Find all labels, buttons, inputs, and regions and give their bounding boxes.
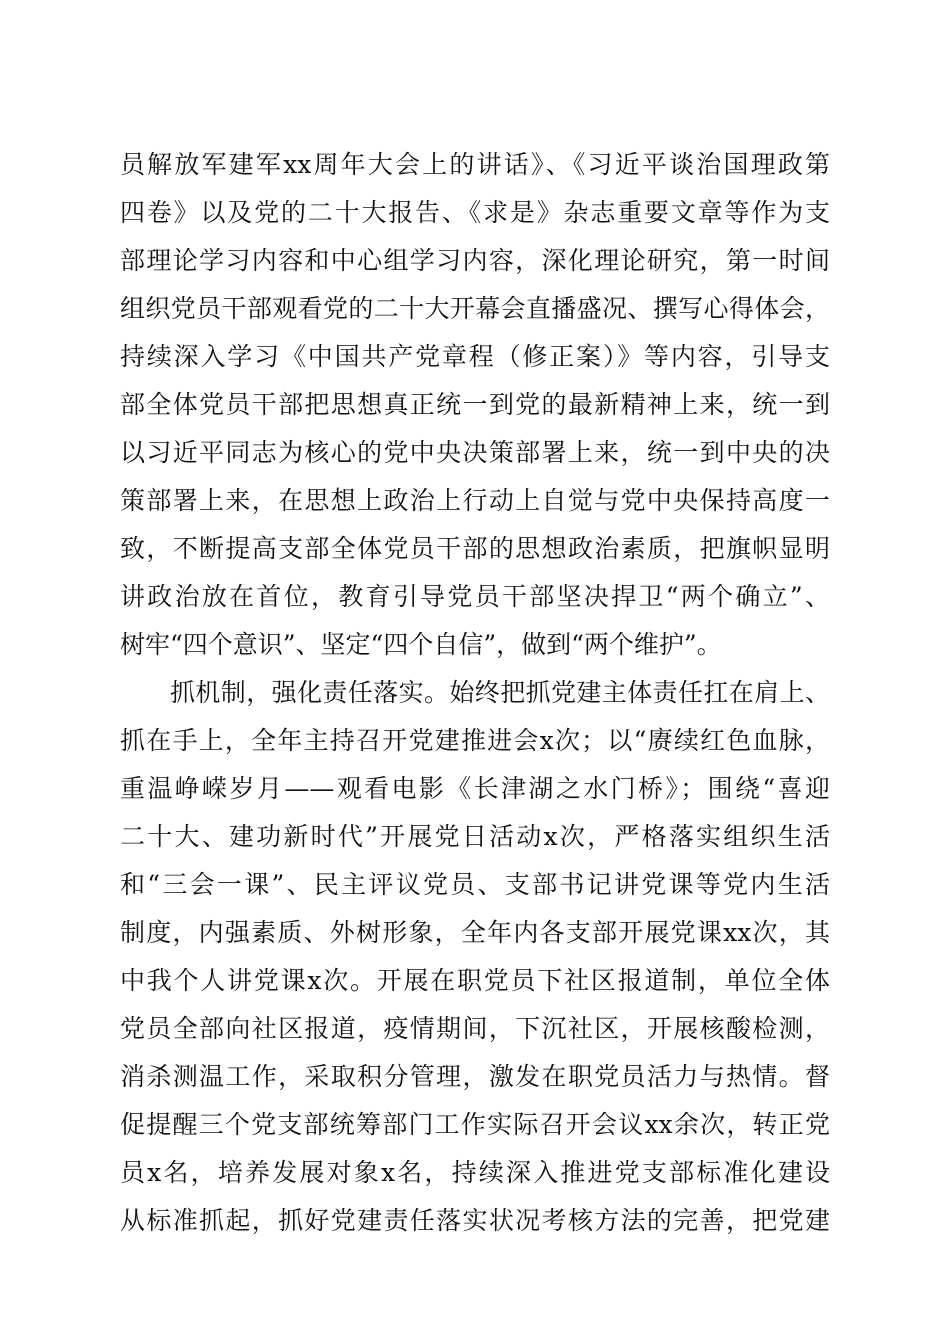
paragraph-1-line-2: 四卷》以及党的二十大报告、《求是》杂志重要文章等作为支 xyxy=(120,198,830,227)
paragraph-1-line-10: 讲政治放在首位，教育引导党员干部坚决捍卫“两个确立”、 xyxy=(120,582,830,611)
paragraph-2-line-6: 制度，内强素质、外树形象，全年内各支部开展党课xx次，其 xyxy=(120,918,830,947)
paragraph-2-line-10: 促提醒三个党支部统筹部门工作实际召开会议xx余次，转正党 xyxy=(120,1110,830,1139)
paragraph-2-line-5: 和“三会一课”、民主评议党员、支部书记讲党课等党内生活 xyxy=(120,870,830,899)
document-body xyxy=(120,141,830,1245)
paragraph-2-line-11: 员x名，培养发展对象x名，持续深入推进党支部标准化建设 xyxy=(120,1158,830,1187)
paragraph-1-line-5: 持续深入学习《中国共产党章程（修正案）》等内容，引导支 xyxy=(120,342,830,371)
paragraph-1-line-1: 员解放军建军xx周年大会上的讲话》、《习近平谈治国理政第 xyxy=(120,150,830,179)
paragraph-2-line-3: 重温峥嵘岁月——观看电影《长津湖之水门桥》；围绕“喜迎 xyxy=(120,774,830,803)
paragraph-2-line-9: 消杀测温工作，采取积分管理，激发在职党员活力与热情。督 xyxy=(120,1062,830,1091)
paragraph-1-line-4: 组织党员干部观看党的二十大开幕会直播盛况、撰写心得体会， xyxy=(120,294,830,323)
paragraph-1-line-3: 部理论学习内容和中心组学习内容，深化理论研究，第一时间 xyxy=(120,246,830,275)
paragraph-2-line-7: 中我个人讲党课x次。开展在职党员下社区报道制，单位全体 xyxy=(120,966,830,995)
paragraph-2-line-2: 抓在手上，全年主持召开党建推进会x次；以“赓续红色血脉， xyxy=(120,726,830,755)
paragraph-1-line-8: 策部署上来，在思想上政治上行动上自觉与党中央保持高度一 xyxy=(120,486,830,515)
paragraph-1-line-6: 部全体党员干部把思想真正统一到党的最新精神上来，统一到 xyxy=(120,390,830,419)
paragraph-1-line-11: 树牢“四个意识”、坚定“四个自信”，做到“两个维护”。 xyxy=(120,630,722,659)
paragraph-2-line-1: 抓机制，强化责任落实。始终把抓党建主体责任扛在肩上、 xyxy=(170,678,830,707)
paragraph-2-line-8: 党员全部向社区报道，疫情期间，下沉社区，开展核酸检测， xyxy=(120,1014,830,1043)
paragraph-2-line-4: 二十大、建功新时代”开展党日活动x次，严格落实组织生活 xyxy=(120,822,830,851)
paragraph-1-line-7: 以习近平同志为核心的党中央决策部署上来，统一到中央的决 xyxy=(120,438,830,467)
paragraph-2-line-12: 从标准抓起，抓好党建责任落实状况考核方法的完善，把党建 xyxy=(120,1206,830,1235)
paragraph-1-line-9: 致，不断提高支部全体党员干部的思想政治素质，把旗帜显明 xyxy=(120,534,830,563)
